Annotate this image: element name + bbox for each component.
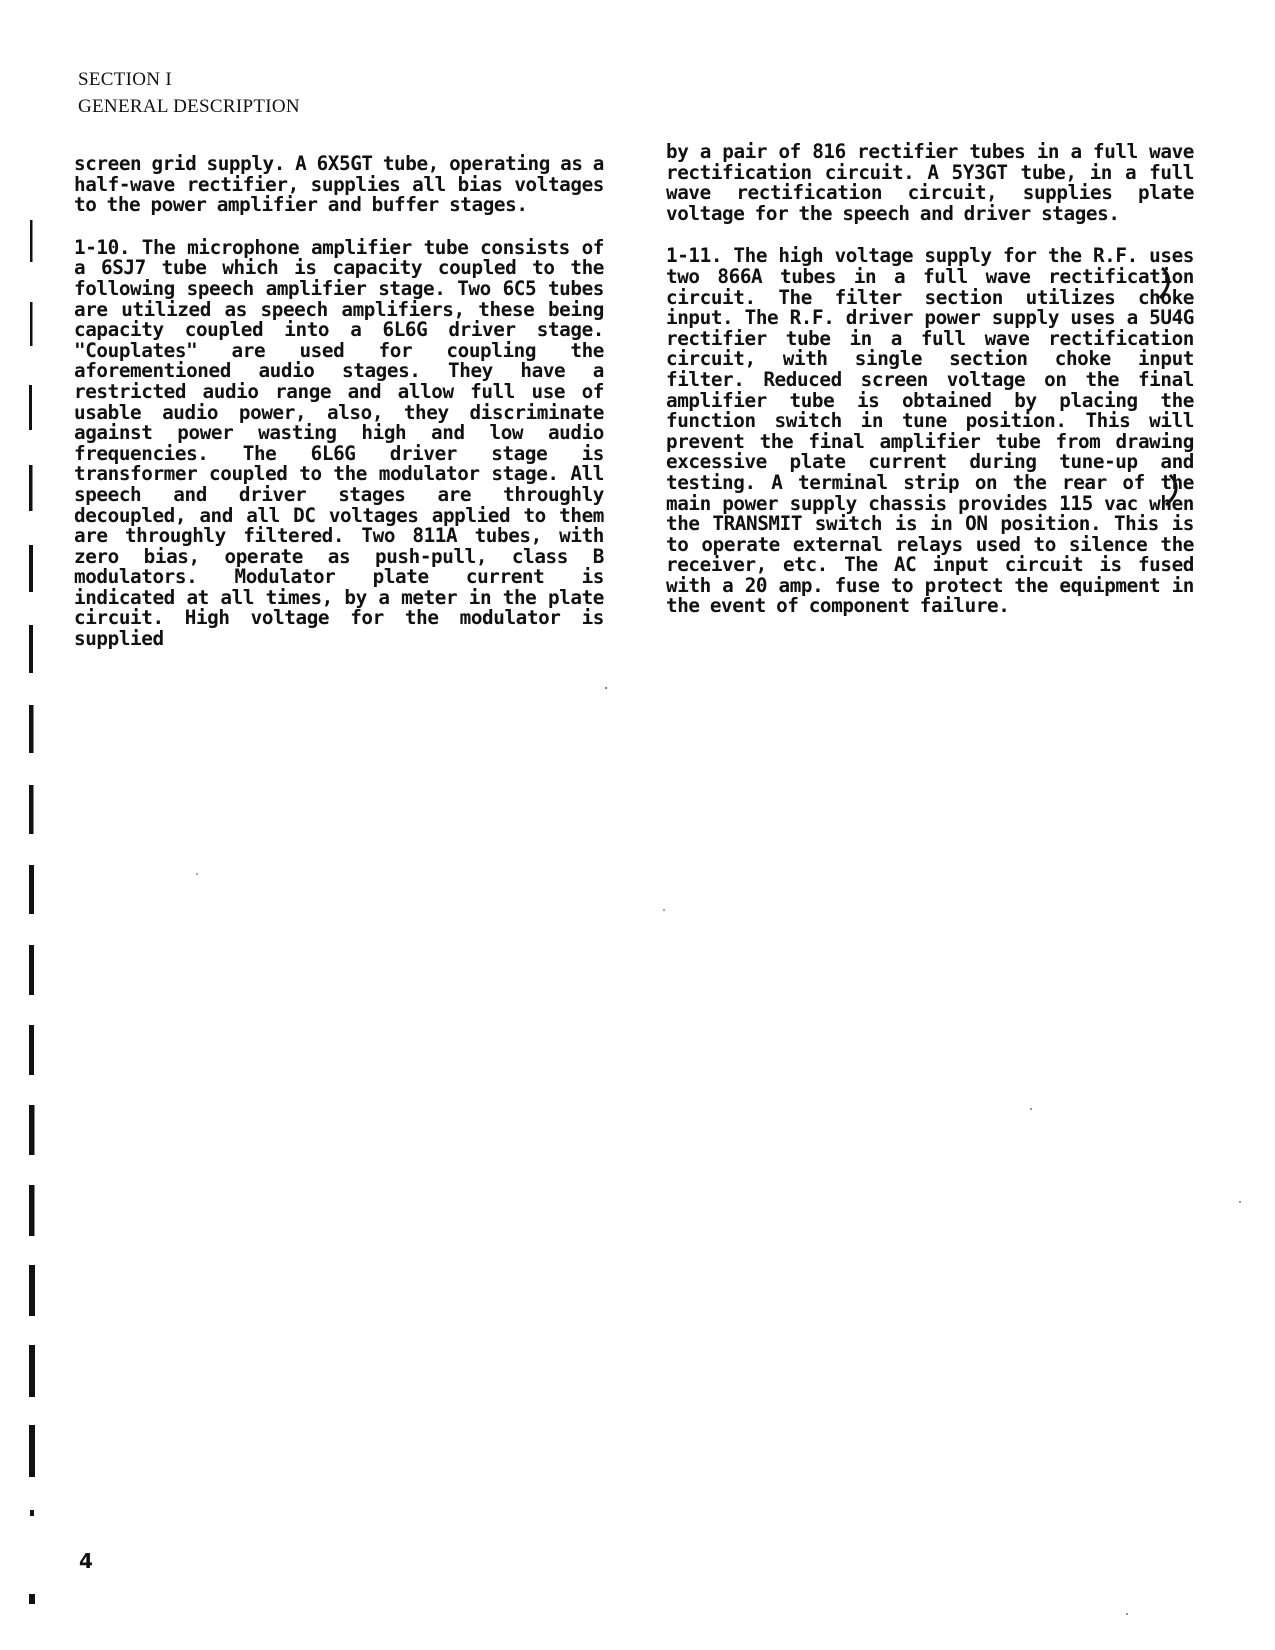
speck xyxy=(196,873,198,875)
section-title: GENERAL DESCRIPTION xyxy=(78,96,300,117)
binding-mark xyxy=(29,1105,35,1155)
binding-mark xyxy=(29,625,33,673)
binding-mark xyxy=(29,1025,34,1075)
paragraph-rectifier-continuation: by a pair of 816 rectifier tubes in a full wave rectification circuit. A 5Y3GT tube, in a full wave rectification circuit, supplies plate voltage for the speech and driver stages. xyxy=(666,140,1194,225)
binding-mark xyxy=(29,1185,35,1236)
paragraph-screen-grid-supply: screen grid supply. A 6X5GT tube, operating as a half-wave rectifier, supplies all bias voltages to the power amplifier and buffer stages. xyxy=(74,152,604,217)
paragraph-1-10: 1-10. The microphone amplifier tube consists of a 6SJ7 tube which is capacity coupled to the following speech amplifier stage. Two 6C5 tubes are utilized as speech amplifiers, these being capacity coupled into a 6L6G driver stage. "Couplates" are used for coupling the aforementioned audio stages. They have a restricted audio range and allow full use of usable audio power, also, they discriminate against power wasting high and low audio frequencies. The 6L6G driver stage is transformer coupled to the modulator stage. All speech and driver stages are throughly decoupled, and all DC voltages applied to them are throughly filtered. Two 811A tubes, with zero bias, operate as push-pull, class B modulators. Modulator plate current is indicated at all times, by a meter in the plate circuit. High voltage for the modulator is supplied xyxy=(74,235,604,651)
speck xyxy=(1126,1613,1128,1615)
binding-mark xyxy=(29,1594,35,1604)
left-column xyxy=(74,154,604,672)
speck xyxy=(663,909,665,911)
section-label: SECTION I xyxy=(78,69,172,90)
binding-edge-marks xyxy=(0,0,60,1650)
binding-mark xyxy=(29,465,33,511)
binding-mark xyxy=(29,945,34,995)
binding-mark xyxy=(29,1345,35,1397)
binding-mark xyxy=(30,220,33,262)
binding-mark xyxy=(29,705,34,753)
binding-mark xyxy=(30,302,33,346)
paragraph-1-11: 1-11. The high voltage supply for the R.F. uses two 866A tubes in a full wave rectification circuit. The filter section utilizes choke input. The R.F. driver power supply uses a 5U4G rectifier tube in a full wave rectification circuit, with single section choke input filter. Reduced screen voltage on the final amplifier tube is obtained by placing the function switch in tune position. This will prevent the final amplifier tube from drawing excessive plate current during tune-up and testing. A terminal strip on the rear of the main power supply chassis provides 115 vac when the TRANSMIT switch is in ON position. This is to operate external relays used to silence the receiver, etc. The AC input circuit is fused with a 20 amp. fuse to protect the equipment in the event of component failure. xyxy=(666,244,1194,618)
speck xyxy=(1239,1201,1241,1203)
page-header xyxy=(78,66,300,120)
binding-mark xyxy=(30,1510,34,1516)
speck xyxy=(1030,1108,1032,1110)
binding-mark xyxy=(29,785,34,834)
speck xyxy=(605,687,607,689)
right-column xyxy=(666,142,1194,639)
binding-mark xyxy=(29,1265,35,1316)
page-number: 4 xyxy=(79,1549,93,1573)
binding-mark xyxy=(29,385,32,430)
binding-mark xyxy=(29,1425,35,1477)
binding-mark xyxy=(29,545,33,592)
binding-mark xyxy=(29,865,34,914)
